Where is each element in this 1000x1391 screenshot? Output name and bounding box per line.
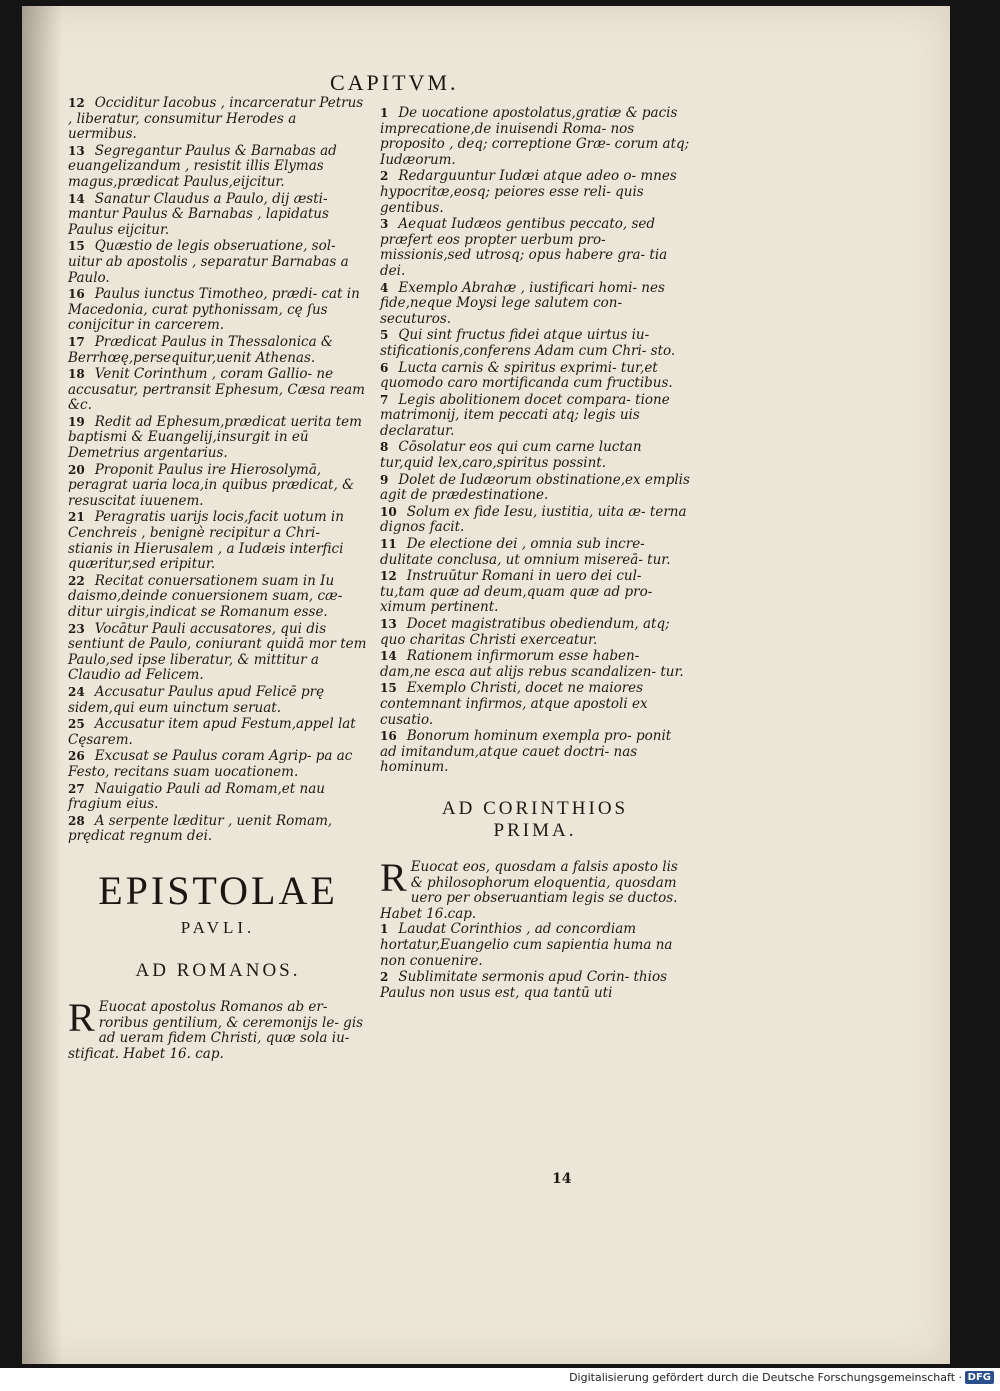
chapter-entry xyxy=(68,144,368,191)
chapter-entry xyxy=(380,617,690,648)
chapter-summary: Laudat Corinthios , ad concordiam hortatur,Euangelio cum sapientia huma na non conuenire. xyxy=(380,921,673,969)
chapter-number: 2 xyxy=(380,169,389,184)
corinthios-heading: AD CORINTHIOS xyxy=(441,797,629,819)
chapter-summary: A serpente læditur , uenit Romam, prędicat regnum dei. xyxy=(68,812,333,845)
chapter-entry xyxy=(68,782,368,813)
chapter-number: 22 xyxy=(68,573,85,588)
chapter-entry xyxy=(68,192,368,239)
chapter-summary: De electione dei , omnia sub incre- dulitate conclusa, ut omnium misereā- tur. xyxy=(380,536,671,568)
right-column xyxy=(380,106,690,1002)
chapter-number: 1 xyxy=(380,922,389,937)
romanos-heading: AD ROMANOS. xyxy=(135,959,301,981)
chapter-entry xyxy=(380,970,690,1001)
romanos-intro xyxy=(68,994,368,1062)
chapter-summary: Proponit Paulus ire Hierosolymā, peragrat uaria loca,in quibus prædicat, & resuscitat iuuenem. xyxy=(68,461,355,509)
chapter-number: 13 xyxy=(380,617,397,631)
chapter-entry xyxy=(68,814,368,845)
chapter-entry xyxy=(68,367,368,414)
chapter-summary: Bonorum hominum exempla pro- ponit ad imitandum,atque cauet doctri- nas hominum. xyxy=(380,728,672,776)
chapter-entry xyxy=(68,335,368,366)
chapter-summary: Excusat se Paulus coram Agrip- pa ac Festo, recitans suam uocationem. xyxy=(68,748,353,780)
chapter-summary: Aequat Iudæos gentibus peccato, sed præfert eos propter uerbum pro- missionis,sed utrosq; opus habere gra- tia dei. xyxy=(380,216,668,279)
chapter-number: 12 xyxy=(380,569,397,584)
chapter-summary: Rationem infirmorum esse haben- dam,ne esca aut alijs rebus scandalizen- tur. xyxy=(380,648,684,680)
chapter-entry xyxy=(380,393,690,440)
chapter-number: 13 xyxy=(68,143,85,158)
chapter-entry xyxy=(380,217,690,279)
chapter-entry xyxy=(68,96,368,143)
chapter-entry xyxy=(68,749,368,780)
chapter-number: 26 xyxy=(68,749,85,764)
chapter-number: 21 xyxy=(68,510,85,525)
chapter-entry xyxy=(380,505,690,536)
chapter-entry xyxy=(380,473,690,504)
chapter-summary: Exemplo Abrahæ , iustificari homi- nes fide,neque Moysi lege salutem con- secuturos. xyxy=(380,279,665,327)
chapter-summary: Quæstio de legis obseruatione, sol- uitur ab apostolis , separatur Barnabas a Paulo. xyxy=(68,238,349,286)
chapter-entry xyxy=(68,463,368,510)
chapter-summary: Vocātur Pauli accusatores, qui dis sentiunt de Paulo, coniurant quidā mor tem Paulo,sed ipse liberatur, & mittitur a Claudio ad Felicem. xyxy=(68,620,367,684)
epistolae-subtitle: PAVLI. xyxy=(180,917,256,937)
chapter-number: 25 xyxy=(68,717,85,732)
chapter-entry xyxy=(68,415,368,462)
chapter-number: 14 xyxy=(380,649,397,664)
chapter-summary: Accusatur item apud Festum,appel lat Cęsarem. xyxy=(68,716,356,748)
chapter-summary: Accusatur Paulus apud Felicē prę sidem,qui eum uinctum seruat. xyxy=(68,683,325,716)
chapter-number: 7 xyxy=(380,392,389,407)
chapter-number: 28 xyxy=(68,813,85,828)
corinthios-intro xyxy=(380,854,690,922)
chapter-number: 10 xyxy=(380,504,397,519)
chapter-number: 1 xyxy=(380,106,389,120)
chapter-summary: De uocatione apostolatus,gratiæ & pacis imprecatione,de inuisendi Roma- nos proposito , deq; correptione Græ- corum atq; Iudæorum. xyxy=(380,105,690,168)
chapter-summary: Paulus iunctus Timotheo, prædi- cat in Macedonia, curat pythonissam, cę ſus conijcitur in carcerem. xyxy=(68,286,360,334)
dfg-logo-icon: DFG xyxy=(965,1371,994,1384)
left-chapter-list xyxy=(68,96,368,845)
chapter-summary: Sublimitate sermonis apud Corin- thios Paulus non usus est, qua tantū uti xyxy=(380,969,667,1001)
chapter-entry xyxy=(380,681,690,728)
chapter-number: 27 xyxy=(68,781,85,796)
chapter-summary: Venit Corinthum , coram Gallio- ne accusatur, pertransit Ephesum, Cæsa ream &c. xyxy=(68,366,365,414)
chapter-entry xyxy=(380,281,690,328)
chapter-number: 17 xyxy=(68,334,85,349)
left-column xyxy=(68,96,368,1062)
chapter-number: 20 xyxy=(68,462,85,477)
chapter-entry xyxy=(380,361,690,392)
chapter-number: 4 xyxy=(380,280,389,295)
chapter-summary: Solum ex fide Iesu, iustitia, uita æ- terna dignos facit. xyxy=(380,503,687,536)
corinthios-dropcap: R xyxy=(380,854,407,900)
chapter-entry xyxy=(68,287,368,334)
chapter-number: 3 xyxy=(380,217,389,232)
chapter-number: 8 xyxy=(380,440,389,455)
chapter-number: 6 xyxy=(380,360,389,375)
chapter-summary: Cōsolatur eos qui cum carne luctan tur,quid lex,caro,spiritus possint. xyxy=(380,439,642,472)
chapter-entry xyxy=(380,328,690,359)
chapter-summary: Dolet de Iudæorum obstinatione,ex emplis agit de prædestinatione. xyxy=(380,471,690,504)
chapter-entry xyxy=(380,649,690,680)
epistolae-title: EPISTOLAE xyxy=(98,867,338,913)
corinthios-intro-text: Euocat eos, quosdam a falsis aposto lis & philosophorum eloquentia, quosdam uero per obseruantiam legis se ductos. Habet 16.cap. xyxy=(380,858,678,922)
corinthios-chapter-list xyxy=(380,922,690,1001)
footer-credit: Digitalisierung gefördert durch die Deutsche Forschungsgemeinschaft · xyxy=(569,1371,962,1384)
chapter-number: 5 xyxy=(380,328,389,343)
chapter-number: 15 xyxy=(68,239,85,254)
romanos-intro-text: Euocat apostolus Romanos ab er- roribus gentilium, & ceremonijs le- gis ad ueram fidem Christi, quæ sola iu- stificat. Habet 16. cap. xyxy=(68,998,364,1062)
chapter-number: 12 xyxy=(68,96,85,110)
chapter-number: 15 xyxy=(380,681,397,696)
corinthios-subheading: PRIMA. xyxy=(493,819,577,841)
chapter-entry xyxy=(380,569,690,616)
chapter-summary: Docet magistratibus obediendum, atq; quo charitas Christi exerceatur. xyxy=(380,616,670,648)
chapter-summary: Sanatur Claudus a Paulo, dij æsti- mantur Paulus & Barnabas , lapidatus Paulus eijcitur. xyxy=(68,190,329,238)
chapter-entry xyxy=(380,169,690,216)
chapter-entry xyxy=(68,574,368,621)
chapter-entry xyxy=(380,729,690,776)
chapter-summary: Redarguuntur Iudæi atque adeo o- mnes hypocritæ,eosq; peiores esse reli- quis gentibus. xyxy=(380,168,677,216)
chapter-number: 11 xyxy=(380,537,397,552)
chapter-number: 16 xyxy=(68,287,85,302)
chapter-entry xyxy=(380,440,690,471)
chapter-entry xyxy=(68,239,368,286)
chapter-number: 2 xyxy=(380,970,389,985)
footer-bar xyxy=(0,1368,1000,1391)
chapter-summary: Occiditur Iacobus , incarceratur Petrus , liberatur, consumitur Herodes a uermibus. xyxy=(68,95,364,143)
chapter-summary: Instruūtur Romani in uero dei cul- tu,tam quæ ad deum,quam quæ ad pro- ximum pertinent. xyxy=(380,568,653,616)
chapter-number: 19 xyxy=(68,414,85,429)
chapter-number: 16 xyxy=(380,729,397,744)
chapter-summary: Lucta carnis & spiritus exprimi- tur,et quomodo caro mortificanda cum fructibus. xyxy=(380,359,673,392)
chapter-number: 9 xyxy=(380,472,389,487)
romanos-dropcap: R xyxy=(68,994,95,1040)
chapter-number: 14 xyxy=(68,191,85,206)
chapter-summary: Recitat conuersationem suam in Iu daismo,deinde conuersionem suam, cæ- ditur uirgis,indicat se Romanum esse. xyxy=(68,572,343,620)
chapter-summary: Prædicat Paulus in Thessalonica & Berrhœę,persequitur,uenit Athenas. xyxy=(68,333,333,366)
chapter-entry xyxy=(380,537,690,568)
chapter-entry xyxy=(68,685,368,716)
chapter-summary: Qui sint fructus fidei atque uirtus iu- stificationis,conferens Adam cum Chri- sto. xyxy=(380,327,676,359)
chapter-number: 24 xyxy=(68,684,85,699)
chapter-entry xyxy=(68,510,368,572)
chapter-entry xyxy=(68,717,368,748)
chapter-summary: Nauigatio Pauli ad Romam,et nau fragium eius. xyxy=(68,780,325,813)
chapter-summary: Segregantur Paulus & Barnabas ad euangelizandum , resistit illis Elymas magus,prædicat Paulus,eijcitur. xyxy=(68,142,337,190)
chapter-summary: Legis abolitionem docet compara- tione matrimonij, item peccati atq; legis uis declaratur. xyxy=(380,391,670,439)
page-gutter-shadow xyxy=(22,6,62,1364)
running-head: CAPITVM. xyxy=(330,70,459,95)
chapter-summary: Exemplo Christi, docet ne maiores contemnant infirmos, atque apostoli ex cusatio. xyxy=(380,680,648,728)
chapter-summary: Redit ad Ephesum,prædicat uerita tem baptismi & Euangelij,insurgit in eū Demetrius argentarius. xyxy=(68,413,362,462)
chapter-entry xyxy=(380,106,690,168)
chapter-entry xyxy=(68,622,368,684)
right-chapter-list xyxy=(380,106,690,776)
page-number: 14 xyxy=(552,1171,572,1187)
chapter-number: 18 xyxy=(68,367,85,382)
chapter-entry xyxy=(380,922,690,969)
chapter-summary: Peragratis uarijs locis,facit uotum in Cenchreis , benignè recipitur a Chri- stianis in Hierusalem , a Iudæis interfici quæritur,sed eripitur. xyxy=(68,509,344,573)
chapter-number: 23 xyxy=(68,621,85,636)
